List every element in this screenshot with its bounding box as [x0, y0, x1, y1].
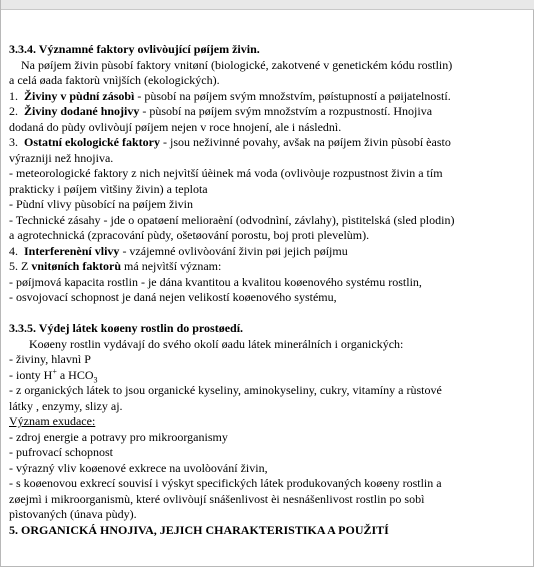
paragraph-line: - osvojovací schopnost je daná nejen velikostí koøenového systému,	[9, 290, 337, 304]
page-top-edge	[1, 0, 534, 10]
list-item-label: Živiny dodané hnojivy	[24, 104, 140, 118]
list-item-text: - vzájemné ovlivòování živin pøi jejich pøíjmu	[119, 243, 348, 258]
subscript: 3	[93, 374, 98, 384]
list-item-label: Živiny v pùdní zásobì	[24, 88, 135, 103]
paragraph-line: dodaná do pùdy ovlivòují pøíjem nejen v roce hnojení, ale i následnì.	[9, 119, 342, 134]
list-item-4: 4. Interferenèní vlivy - vzájemné ovlivòování živin pøi jejich pøíjmu	[9, 243, 348, 258]
list-item: - pufrovací schopnost	[9, 445, 113, 459]
list-item-5	[9, 259, 527, 275]
list-item: - s koøenovou exkrecí souvisí i výskyt specifických látek produkovaných koøeny rostlin a	[9, 476, 442, 490]
paragraph-line: - meteorologické faktory z nich nejvìtší úèinek má voda (ovlivòuje rozpustnost živin a tím	[9, 166, 443, 180]
list-item-1: 1. Živiny v pùdní zásobì - pùsobí na pøíjem svým množstvím, pøístupností a pøijatelností.	[9, 88, 451, 103]
list-item-text: má nejvìtší význam:	[121, 259, 222, 273]
spacer	[9, 306, 527, 322]
list-item-label: Ostatní ekologické faktory	[24, 135, 160, 149]
list-item-text: - pùsobí na pøíjem svým množstvím, pøístupností a pøijatelností.	[134, 88, 451, 103]
superscript: +	[52, 366, 57, 376]
paragraph-line: a agrotechnická (zpracování pùdy, ošetøování porostu, boj proti plevelùm).	[9, 228, 370, 242]
subheading-exudation: Význam exudace:	[9, 414, 96, 428]
list-item: - zdroj energie a potravy pro mikroorganismy	[9, 429, 228, 444]
paragraph-line: prakticky i pøíjem vìtšiny živin) a teplota	[9, 181, 208, 196]
paragraph-line: látky , enzymy, slizy aj.	[9, 398, 123, 413]
paragraph-line: zøejmì i mikroorganismù, které ovlivòují snášenlivost èi nesnášenlivost rostlin po sobì	[9, 491, 425, 506]
list-item-prefix: 5. Z	[9, 259, 32, 273]
section-heading-334: 3.3.4. Významné faktory ovlivòující pøíjem živin.	[9, 42, 260, 56]
document-content	[9, 42, 527, 538]
list-item-text: a HCO	[56, 367, 94, 382]
list-item-text: - ionty H	[9, 367, 53, 382]
list-item-label: vnitøních faktorù	[31, 259, 122, 273]
list-item: - z organických látek to jsou organické kyseliny, aminokyseliny, cukry, vitamíny a rùstové	[9, 383, 442, 397]
list-item-text: - pùsobí na pøíjem svým množstvím a rozpustností. Hnojiva	[139, 104, 433, 118]
section-heading-5: 5. ORGANICKÁ HNOJIVA, JEJICH CHARAKTERISTIKA A POUŽITÍ	[9, 522, 389, 537]
paragraph-line: - Technické zásahy - jde o opatøení melioraèní (odvodnìní, závlahy), pìstitelská (sled plodin)	[9, 212, 455, 227]
paragraph-line: výrazniji než hnojiva.	[9, 150, 114, 165]
paragraph-line: pìstovaných (únava pùdy).	[9, 507, 137, 521]
list-item-label: Interferenèní vlivy	[24, 243, 120, 258]
paragraph-line: Na pøíjem živin pùsobí faktory vnitøní (biologické, zakotvené v genetickém kódu rostlin)	[21, 57, 453, 72]
list-item: - živiny, hlavnì P	[9, 352, 91, 366]
section-heading-335: 3.3.5. Výdej látek koøeny rostlin do prostøedí.	[9, 321, 244, 335]
list-item: - výrazný vliv koøenové exkrece na uvolòování živin,	[9, 460, 268, 475]
paragraph-line: - Pùdní vlivy pùsobící na pøíjem živin	[9, 197, 193, 211]
paragraph-line: - pøíjmová kapacita rostlin - je dána kvantitou a kvalitou koøenového systému rostlin,	[9, 274, 422, 289]
list-item-text: - jsou neživinné povahy, avšak na pøíjem živin pùsobí èasto	[160, 135, 451, 149]
paragraph-line: a celá øada faktorù vnìjších (ekologických).	[9, 73, 220, 87]
list-item	[9, 368, 527, 384]
paragraph-line: Koøeny rostlin vydávají do svého okolí øadu látek minerálních i organických:	[29, 336, 404, 351]
list-item-2: 2. Živiny dodané hnojivy - pùsobí na pøíjem svým množstvím a rozpustností. Hnojiva	[9, 104, 433, 118]
list-item-3: 3. Ostatní ekologické faktory - jsou neživinné povahy, avšak na pøíjem živin pùsobí èasto	[9, 135, 451, 149]
